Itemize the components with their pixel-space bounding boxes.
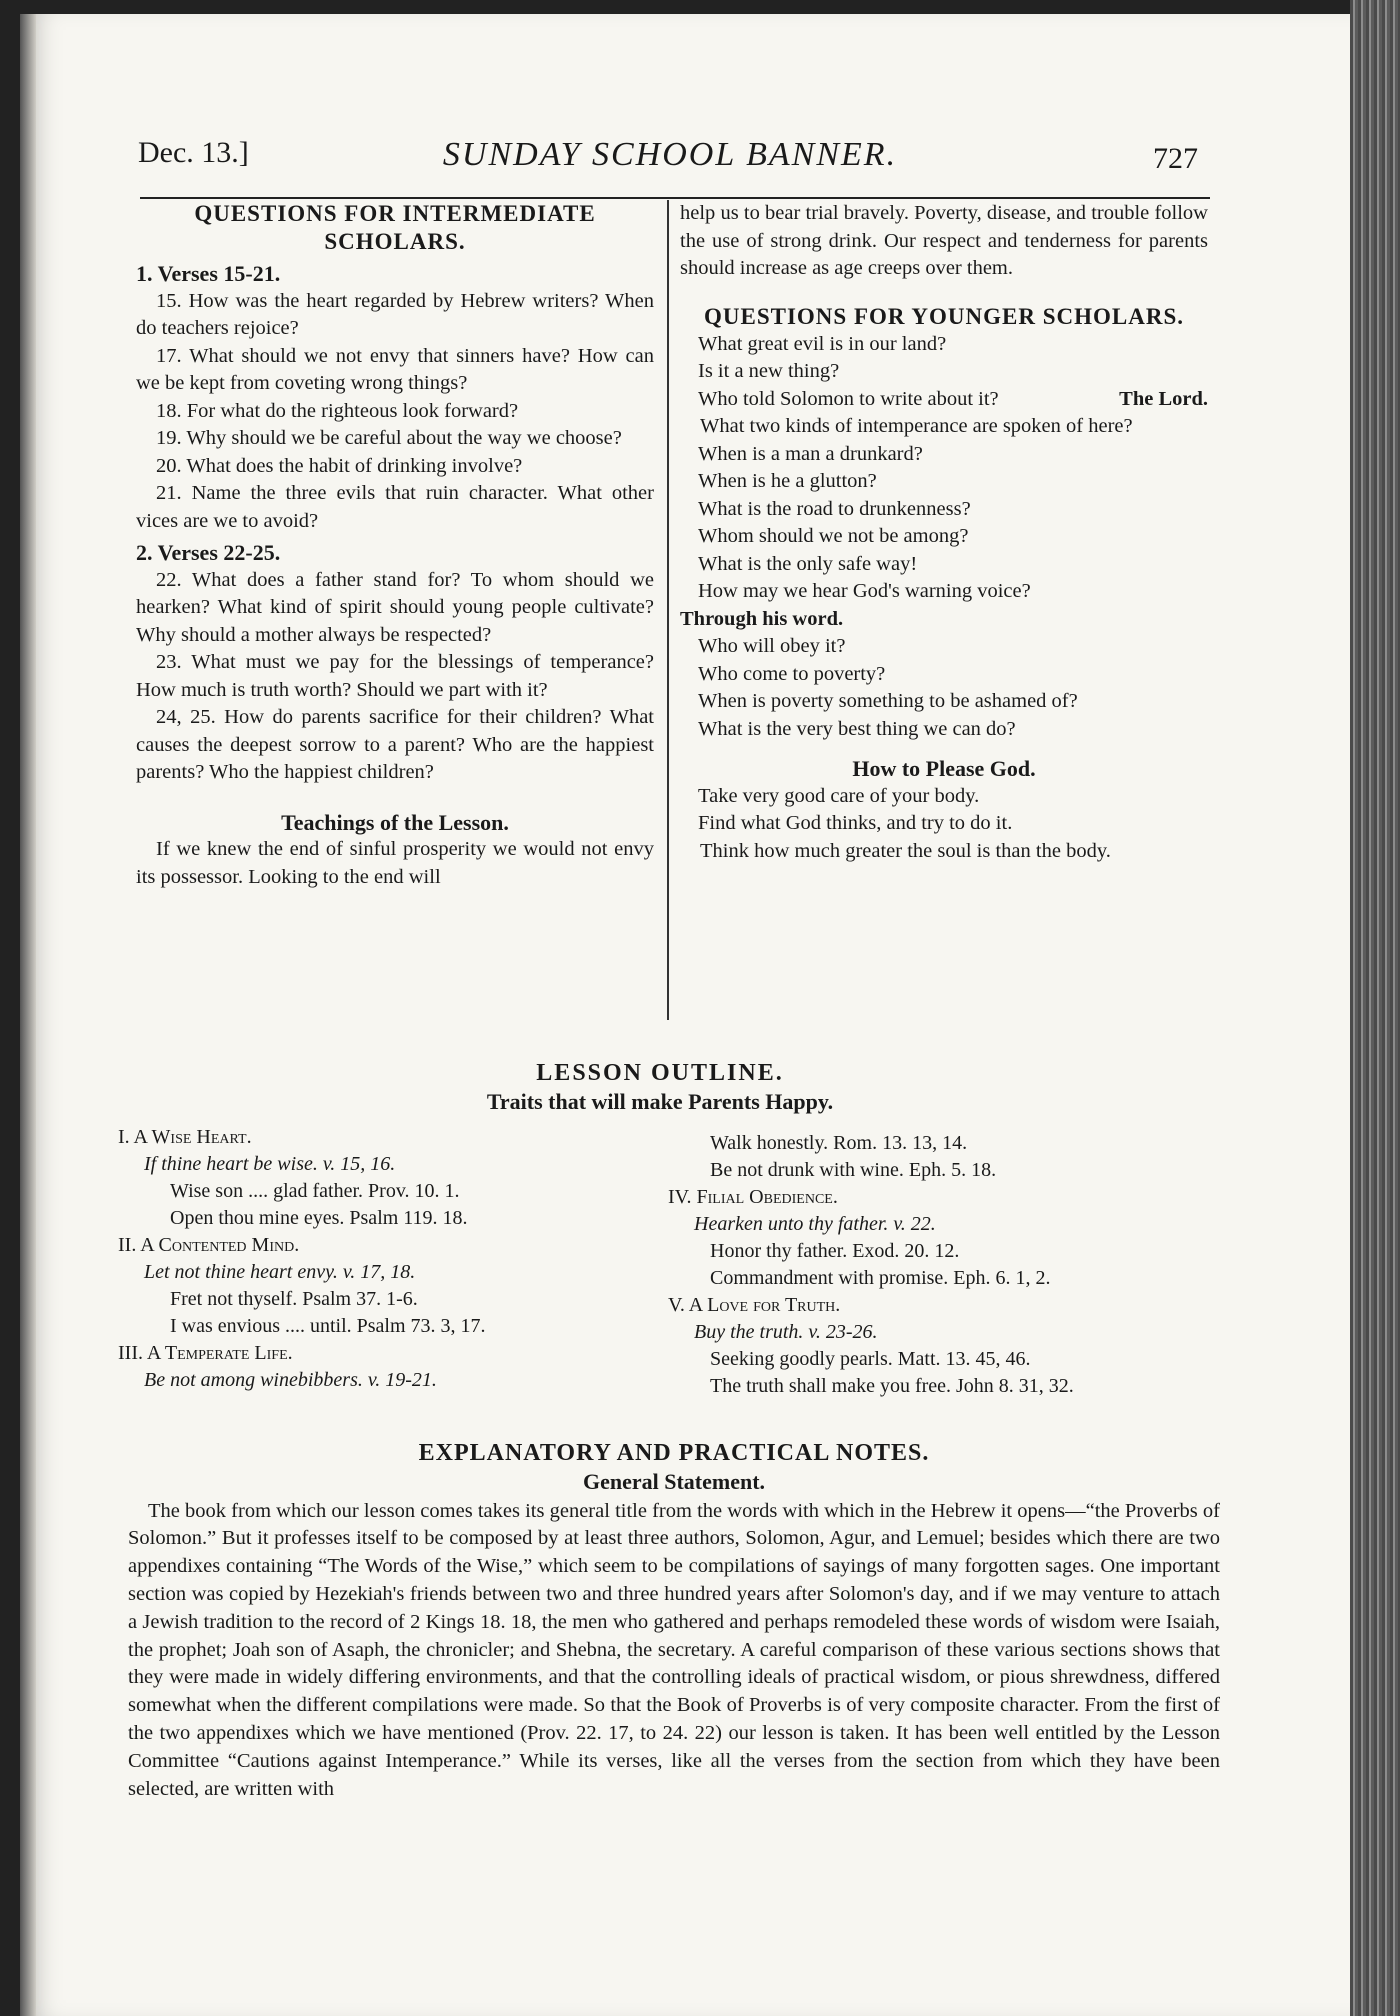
- question-text: Who told Solomon to write about it?: [698, 387, 999, 410]
- outline-heading: IV. Filial Obedience.: [668, 1186, 838, 1208]
- outline-reference: Wise son .... glad father. Prov. 10. 1.: [170, 1180, 460, 1202]
- please-item: Take very good care of your body.: [698, 784, 980, 807]
- question-with-answer: [680, 386, 1208, 414]
- answer-text: Through his word.: [680, 607, 844, 630]
- header-rule: [140, 197, 1210, 199]
- right-column: [680, 200, 1208, 865]
- lesson-outline-header: [110, 1060, 1210, 1115]
- teachings-text: If we knew the end of sinful prosperity we would not envy its possessor. Looking to the end will: [136, 838, 654, 888]
- question-item: 17. What should we not envy that sinners have? How can we be kept from coveting wrong things?: [136, 344, 654, 394]
- outline-reference: Commandment with promise. Eph. 6. 1, 2.: [710, 1267, 1051, 1289]
- page-spine-shadow: [20, 14, 36, 2016]
- outline-text: Buy the truth. v. 23-26.: [694, 1321, 878, 1343]
- question-item: 23. What must we pay for the blessings of temperance? How much is truth worth? Should we part with it?: [136, 651, 654, 701]
- header-date: Dec. 13.]: [138, 136, 249, 169]
- question-line: When is a man a drunkard?: [698, 442, 923, 465]
- outline-title: LESSON OUTLINE.: [536, 1060, 784, 1086]
- question-line: When is poverty something to be ashamed of?: [698, 690, 1078, 712]
- outline-reference: Be not drunk with wine. Eph. 5. 18.: [710, 1159, 997, 1181]
- outline-text: Hearken unto thy father. v. 22.: [694, 1213, 936, 1235]
- question-line: What is the very best thing we can do?: [698, 717, 1016, 740]
- question-line: Who come to poverty?: [698, 662, 886, 685]
- please-god-title: How to Please God.: [852, 756, 1036, 781]
- outline-heading: V. A Love for Truth.: [668, 1294, 841, 1316]
- page-number: 727: [1153, 142, 1198, 175]
- running-head: [120, 130, 1220, 190]
- notes-subtitle: General Statement.: [582, 1468, 766, 1494]
- question-item: 20. What does the habit of drinking involve?: [156, 454, 523, 477]
- continued-paragraph: help us to bear trial bravely. Poverty, disease, and trouble follow the use of strong drink. Our respect and tenderness for parents should increase as age creeps over them.: [680, 202, 1208, 279]
- notes-title: EXPLANATORY AND PRACTICAL NOTES.: [418, 1440, 930, 1466]
- outline-heading: I. A Wise Heart.: [118, 1126, 252, 1148]
- outline-heading: III. A Temperate Life.: [118, 1342, 293, 1364]
- question-item: 18. For what do the righteous look forward?: [156, 399, 519, 422]
- outline-text: Be not among winebibbers. v. 19-21.: [144, 1369, 437, 1391]
- outline-reference: Fret not thyself. Psalm 37. 1-6.: [170, 1288, 418, 1310]
- question-line: Who will obey it?: [698, 635, 846, 657]
- please-item: Find what God thinks, and try to do it.: [698, 812, 1013, 834]
- outline-heading: II. A Contented Mind.: [118, 1234, 300, 1256]
- page-edges: [1350, 0, 1400, 2016]
- teachings-title: Teachings of the Lesson.: [281, 809, 509, 835]
- younger-heading: QUESTIONS FOR YOUNGER SCHOLARS.: [703, 303, 1184, 329]
- question-item: 15. How was the heart regarded by Hebrew writers? When do teachers rejoice?: [136, 289, 654, 339]
- outline-text: Let not thine heart envy. v. 17, 18.: [144, 1261, 416, 1283]
- question-line: What two kinds of intemperance are spoken of here?: [700, 415, 1133, 437]
- outline-reference: The truth shall make you free. John 8. 31, 32.: [710, 1375, 1074, 1397]
- question-line: What great evil is in our land?: [698, 332, 947, 355]
- outline-reference: I was envious .... until. Psalm 73. 3, 17.: [170, 1315, 486, 1337]
- outline-right-column: [668, 1130, 1208, 1400]
- outline-reference: Seeking goodly pearls. Matt. 13. 45, 46.: [710, 1348, 1031, 1370]
- outline-reference: Open thou mine eyes. Psalm 119. 18.: [170, 1207, 468, 1229]
- question-item: 24, 25. How do parents sacrifice for their children? What causes the deepest sorrow to a parent? Who are the happiest parents? Who the happiest children?: [136, 706, 654, 783]
- outline-text: If thine heart be wise. v. 15, 16.: [144, 1153, 396, 1175]
- question-line: How may we hear God's warning voice?: [698, 580, 1031, 602]
- question-item: 21. Name the three evils that ruin character. What other vices are we to avoid?: [136, 482, 654, 532]
- question-line: What is the road to drunkenness?: [698, 497, 971, 520]
- question-line: What is the only safe way!: [698, 552, 918, 575]
- question-line: Whom should we not be among?: [698, 525, 969, 547]
- section-2-title: 2. Verses 22-25.: [136, 540, 281, 565]
- outline-reference: Walk honestly. Rom. 13. 13, 14.: [710, 1132, 968, 1154]
- notes-body: The book from which our lesson comes takes its general title from the words with which in the Hebrew it opens—“the Proverbs of Solomon.” But it professes itself to be composed by at least three authors, Solomon, Agur, and Lemuel; besides which there are two appendixes containing “The Words of the Wise,” which seem to be compilations of sayings of many forgotten sages. One important section was copied by Hezekiah's friends between two and three hundred years after Solomon's day, and if we may venture to attach a Jewish tradition to the record of 2 Kings 18. 18, the men who gathered and perhaps remodeled these words of wisdom were Isaiah, the prophet; Joah son of Asaph, the chronicler; and Shebna, the secretary. A careful comparison of these various sections shows that they were made in widely differing environments, and that the controlling ideals of practical wisdom, or pious shrewdness, differed somewhat when the different compilations were made. So that the Book of Proverbs is of very composite character. From the first of the two appendixes which we have mentioned (Prov. 22. 17, to 24. 22) our lesson is taken. It has been well entitled by the Lesson Committee “Cautions against Intemperance.” While its verses, like all the verses from the section from which they have been selected, are written with: [128, 1499, 1220, 1800]
- question-item: 19. Why should we be careful about the way we choose?: [156, 427, 622, 449]
- section-1-title: 1. Verses 15-21.: [136, 261, 281, 286]
- question-item: 22. What does a father stand for? To whom should we hearken? What kind of spirit should young people cultivate? Why should a mother always be respected?: [136, 568, 654, 646]
- explanatory-notes: [128, 1440, 1220, 1803]
- please-item: Think how much greater the soul is than the body.: [700, 839, 1111, 862]
- left-column: [136, 200, 654, 891]
- outline-subtitle: Traits that will make Parents Happy.: [486, 1089, 834, 1114]
- question-line: Is it a new thing?: [698, 360, 840, 382]
- outline-left-column: [118, 1124, 658, 1394]
- header-title: SUNDAY SCHOOL BANNER.: [442, 136, 898, 173]
- question-line: When is he a glutton?: [698, 470, 877, 492]
- answer-text: The Lord.: [1119, 387, 1208, 410]
- column-divider: [667, 200, 669, 1020]
- intermediate-heading: QUESTIONS FOR INTERMEDIATE SCHOLARS.: [194, 201, 596, 254]
- outline-reference: Honor thy father. Exod. 20. 12.: [710, 1240, 960, 1262]
